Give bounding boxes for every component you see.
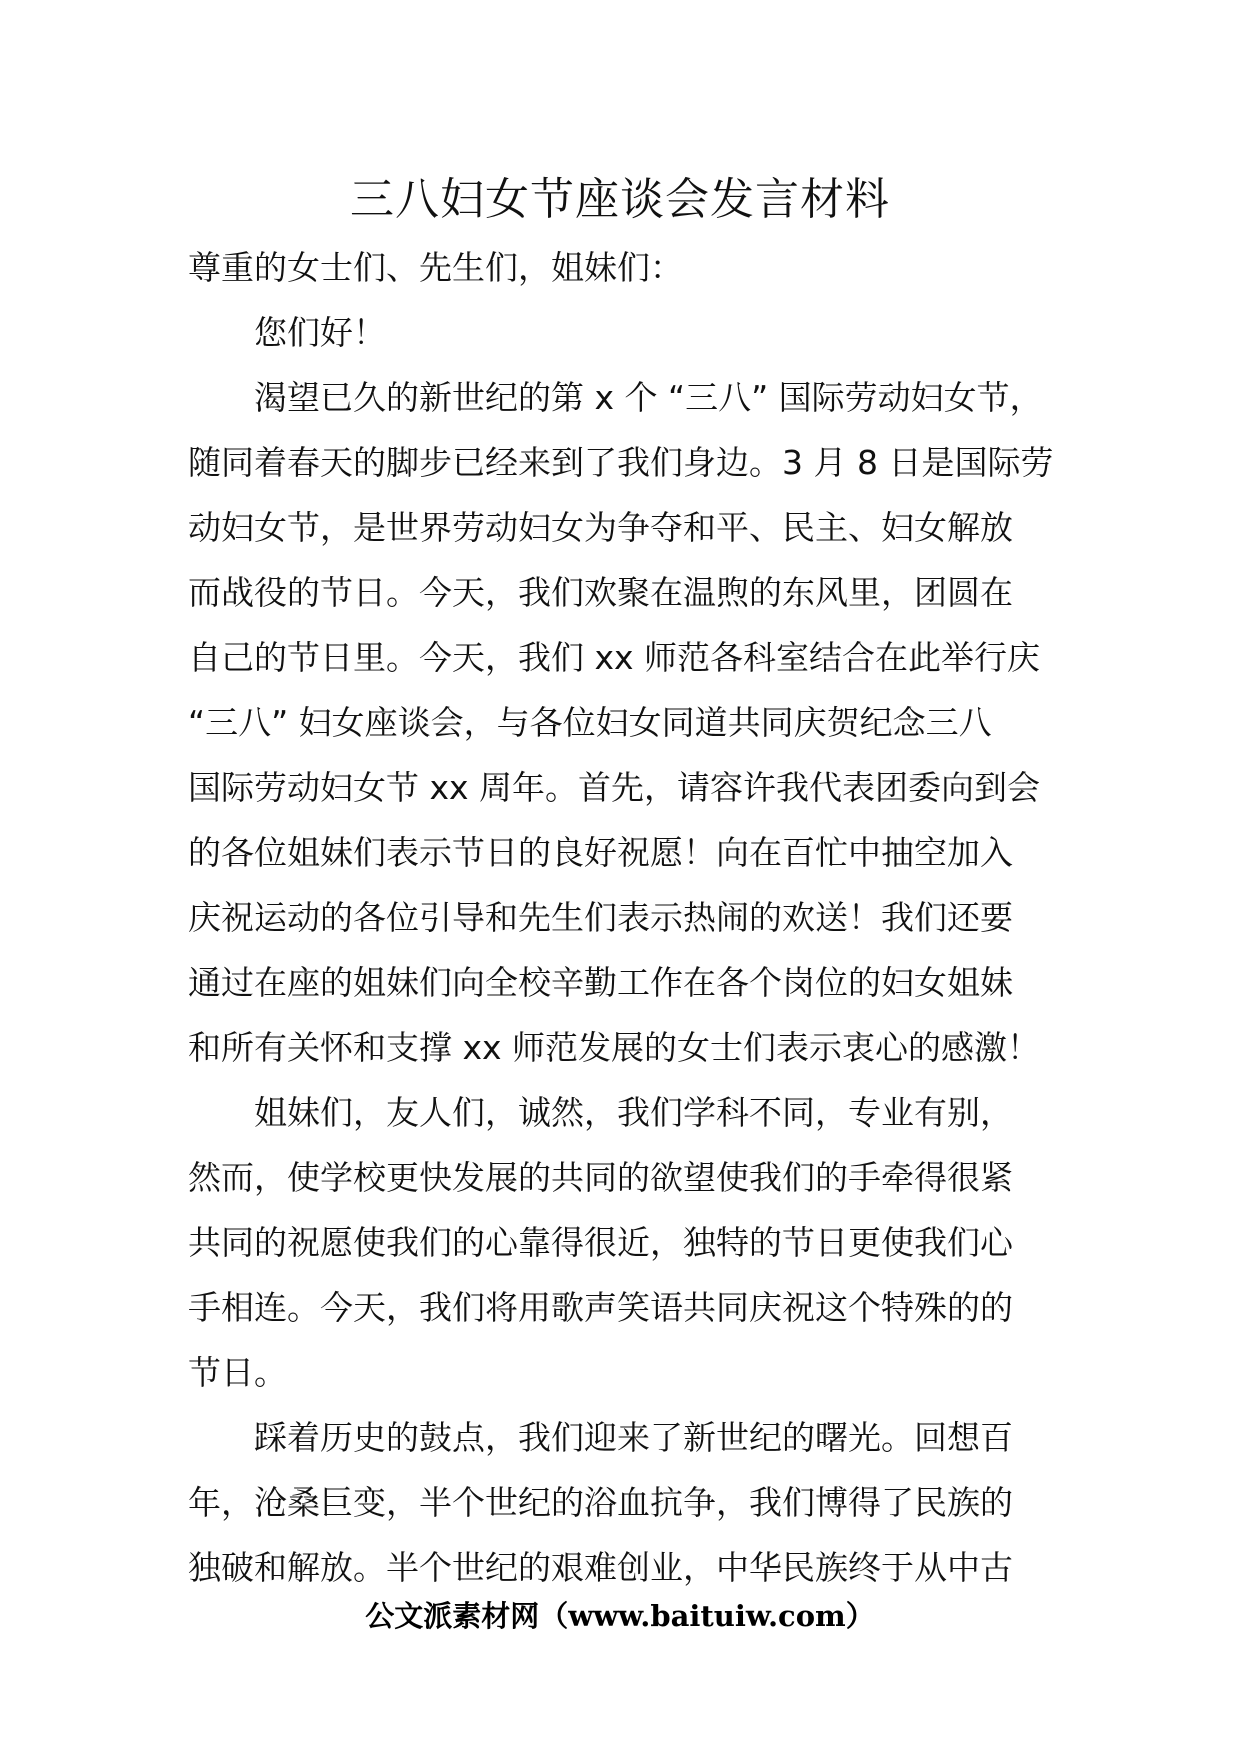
body-line: 而战役的节日。今天，我们欢聚在温煦的东风里，团圆在 [188, 573, 1013, 612]
body-line: 节日。 [188, 1353, 287, 1392]
body-line: 的各位姐妹们表示节日的良好祝愿！向在百忙中抽空加入 [188, 833, 1013, 872]
body-line: 手相连。今天，我们将用歌声笑语共同庆祝这个特殊的的 [188, 1288, 1013, 1327]
body-line: 自己的节日里。今天，我们 xx 师范各科室结合在此举行庆 [188, 638, 1041, 677]
body-line: 尊重的女士们、先生们，姐妹们： [188, 248, 683, 287]
body-line: 随同着春天的脚步已经来到了我们身边。3 月 8 日是国际劳 [188, 443, 1054, 482]
body-line: 通过在座的姐妹们向全校辛勤工作在各个岗位的妇女姐妹 [188, 963, 1013, 1002]
document-body [188, 235, 1088, 1600]
body-line: 和所有关怀和支撑 xx 师范发展的女士们表示衷心的感激！ [188, 1028, 1041, 1067]
body-line: “三八” 妇女座谈会，与各位妇女同道共同庆贺纪念三八 [188, 703, 992, 742]
body-line: 然而，使学校更快发展的共同的欲望使我们的手牵得很紧 [188, 1158, 1013, 1197]
body-line: 姐妹们，友人们，诚然，我们学科不同，专业有别， [254, 1093, 1013, 1132]
document-title: 三八妇女节座谈会发言材料 [350, 174, 890, 225]
body-line: 您们好！ [254, 313, 386, 352]
body-line: 年，沧桑巨变，半个世纪的浴血抗争，我们博得了民族的 [188, 1483, 1013, 1522]
body-line: 独破和解放。半个世纪的艰难创业，中华民族终于从中古 [188, 1548, 1013, 1587]
body-line: 共同的祝愿使我们的心靠得很近，独特的节日更使我们心 [188, 1223, 1013, 1262]
body-line: 国际劳动妇女节 xx 周年。首先，请容许我代表团委向到会 [188, 768, 1041, 807]
body-line: 庆祝运动的各位引导和先生们表示热闹的欢送！我们还要 [188, 898, 1013, 937]
body-line: 渴望已久的新世纪的第 x 个 “三八” 国际劳动妇女节， [254, 378, 1043, 417]
body-line: 踩着历史的鼓点，我们迎来了新世纪的曙光。回想百 [254, 1418, 1013, 1457]
footer-source-text: 公文派素材网（www.baituiw.com） [365, 1599, 875, 1633]
body-line: 动妇女节，是世界劳动妇女为争夺和平、民主、妇女解放 [188, 508, 1013, 547]
